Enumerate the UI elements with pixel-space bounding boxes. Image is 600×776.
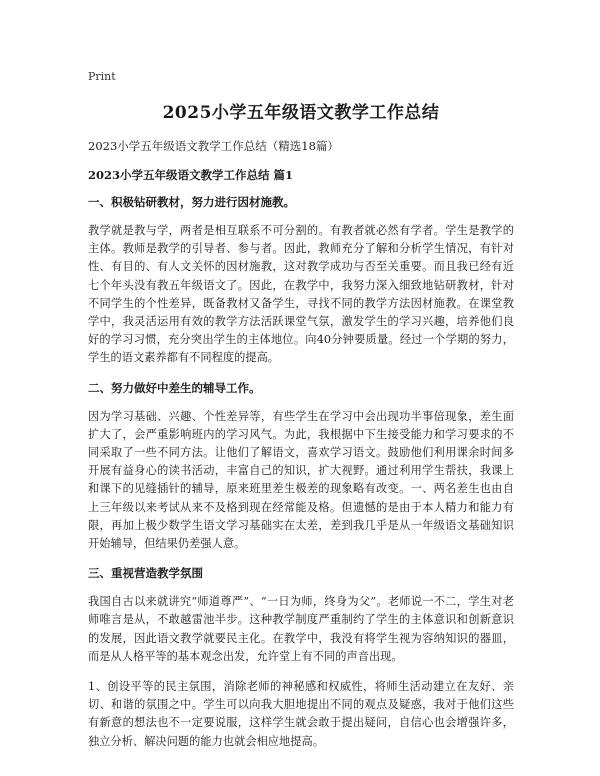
section-3-paragraph-1: 我国自古以来就讲究“师道尊严”、“一日为师，终身为父”。老师说一不二，学生对老师唯言是从，不敢越雷池半步。这种教学制度严重制约了学生的主体意识和创新意识的发展，因此语文教学就要民主化。在教学中，我没有将学生视为容纳知识的器皿，而是从人格平等的基本观念出发，允许堂上有不同的声音出现。 [88,595,514,663]
section-2-paragraph: 因为学习基础、兴趣、个性差异等，有些学生在学习中会出现功半事倍现象，差生面扩大了，会严重影响班内的学习风气。为此，我根据中下生接受能力和学习要求的不同采取了一些不同方法。让他们了解语文，喜欢学习语文。鼓励他们利用课余时间多开展有益身心的读书活动，丰富自己的知识，扩大视野。通过利用学生帮扶，我课上和课下的见缝插针的辅导，原来班里差生极差的现象略有改变。一、两名差生也由自上三年级以来考试从来不及格到现在经常能及格。但遗憾的是由于本人精力和能力有限，再加上极少数学生语文学习基础实在太差，差到我几乎是从一年级语文基础知识开始辅导，但结果仍差强人意。 [88,409,514,551]
print-label: Print [88,70,116,83]
section-1-paragraph: 教学就是教与学，两者是相互联系不可分割的。有教者就必然有学者。学生是教学的主体。教师是教学的引导者、参与者。因此，教师充分了解和分析学生情况，有针对性、有目的、有人文关怀的因材施教，这对教学成功与否至关重要。而且我已经有近七个年头没有教五年级语文了。因此，在教学中，我努力深入细致地钻研教材，针对不同学生的个性差异，既备教材又备学生，寻找不同的教学方法因材施教。在课堂教学中，我灵活运用有效的教学方法活跃课堂气氛，激发学生的学习兴趣，培养他们良好的学习习惯，充分突出学生的主体地位。向40分钟要质量。经过一个学期的努力，学生的语文素养都有不同程度的提高。 [88,224,514,365]
document-subtitle: 2023小学五年级语文教学工作总结（精选18篇） [88,139,339,153]
section-heading-2: 二、努力做好中差生的辅导工作。 [88,380,261,395]
article-title: 2023小学五年级语文教学工作总结 篇1 [88,168,294,182]
section-heading-3: 三、重视营造教学氛围 [88,566,203,581]
section-heading-1: 一、积极钻研教材，努力进行因材施教。 [88,195,295,209]
document-title: 2025小学五年级语文教学工作总结 [162,103,440,123]
section-3-paragraph-2: 1、创设平等的民主氛围，消除老师的神秘感和权威性，将师生活动建立在友好、亲切、和谐的氛围之中。学生可以向我大胆地提出不同的观点及疑惑，我对于他们这些有新意的想法也不一定要说服，这样学生就会敢于提出疑问，自信心也会增强许多，独立分析、解决问题的能力也就会相应地提高。 [88,680,514,748]
